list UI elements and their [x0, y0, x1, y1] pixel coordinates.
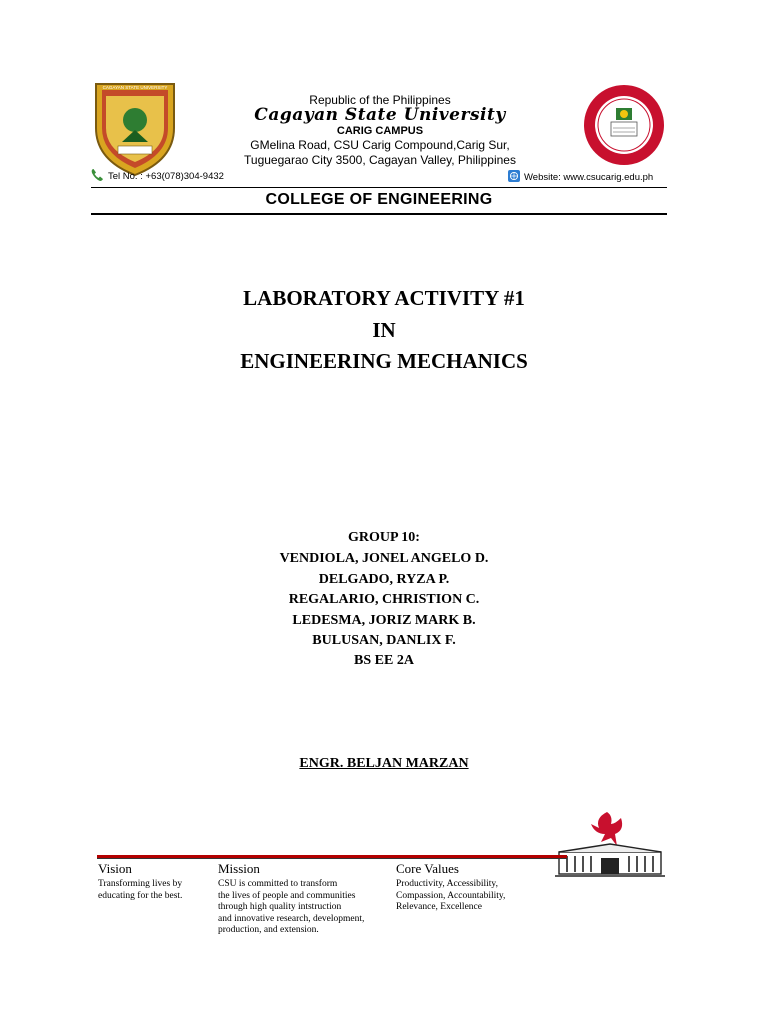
- core-values-line: Compassion, Accountability,: [396, 890, 506, 901]
- member-name: DELGADO, RYZA P.: [318, 572, 450, 587]
- title-line-2: IN: [372, 318, 396, 342]
- college-heading: COLLEGE OF ENGINEERING: [265, 191, 493, 208]
- address-line-2: Tuguegarao City 3500, Cagayan Valley, Philippines: [244, 153, 516, 167]
- republic-label: Republic of the Philippines: [309, 93, 451, 107]
- header-divider-top: [91, 187, 667, 188]
- mission-line: CSU is committed to transform: [218, 879, 338, 889]
- core-values-line: Relevance, Excellence: [396, 902, 482, 912]
- campus-label: CARIG CAMPUS: [336, 125, 424, 137]
- globe-icon: [508, 170, 520, 182]
- instructor-name-text: ENGR. BELJAN MARZAN: [299, 756, 469, 771]
- header-divider-bottom: [91, 213, 667, 215]
- core-values-text: [396, 879, 536, 914]
- university-name: Cagayan State University: [254, 105, 506, 125]
- university-shield-logo: [92, 80, 178, 178]
- mission-line: through high quality intstruction: [218, 902, 342, 912]
- vision-heading: Vision: [98, 861, 132, 876]
- college-seal-logo: [583, 84, 665, 166]
- mission-line: production, and extension.: [218, 925, 319, 935]
- member-name: BULUSAN, DANLIX F.: [312, 633, 456, 648]
- phone-icon: [90, 168, 104, 182]
- section-label: BS EE 2A: [354, 653, 414, 668]
- eagle-building-logo: [555, 808, 665, 880]
- title-line-3: ENGINEERING MECHANICS: [240, 349, 528, 373]
- group-label: GROUP 10:: [348, 530, 420, 545]
- instructor-name: [0, 756, 768, 772]
- telephone-number: Tel No. : +63(078)304-9432: [108, 171, 224, 182]
- vision-line: Transforming lives by: [98, 879, 183, 889]
- title-line-1: LABORATORY ACTIVITY #1: [243, 286, 525, 310]
- member-name: LEDESMA, JORIZ MARK B.: [292, 613, 476, 628]
- mission-line: and innovative research, development,: [218, 913, 365, 924]
- footer-divider-black: [97, 858, 567, 859]
- mission-text: [218, 879, 393, 937]
- address-line-1: GMelina Road, CSU Carig Compound,Carig Sur,: [250, 138, 510, 152]
- vision-line: educating for the best.: [98, 890, 183, 901]
- website-link[interactable]: Website: www.csucarig.edu.ph: [524, 172, 654, 183]
- core-values-line: Productivity, Accessibility,: [396, 879, 498, 889]
- vision-text: [98, 879, 208, 902]
- member-name: VENDIOLA, JONEL ANGELO D.: [279, 551, 489, 566]
- shield-logo-text: CAGAYAN STATE UNIVERSITY: [102, 85, 168, 90]
- core-values-heading: Core Values: [396, 861, 459, 876]
- mission-heading: Mission: [218, 861, 260, 876]
- mission-line: the lives of people and communities: [218, 890, 356, 901]
- member-name: REGALARIO, CHRISTION C.: [288, 592, 480, 607]
